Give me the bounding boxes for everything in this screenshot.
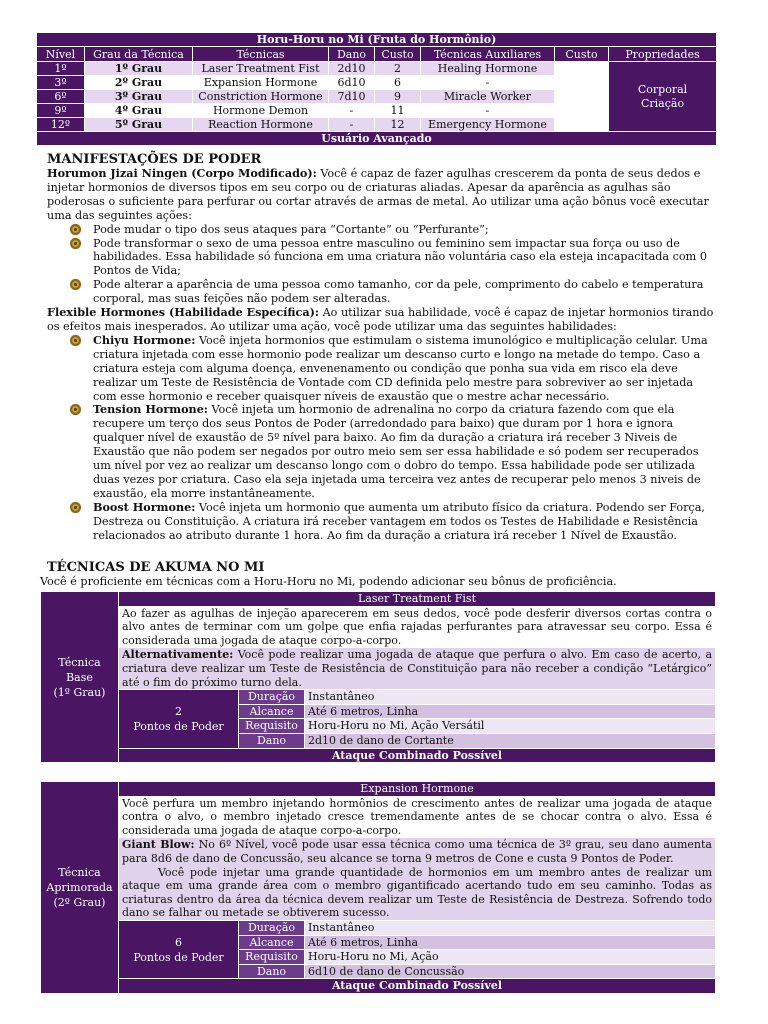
flower-bullet-icon bbox=[69, 334, 82, 347]
stat-value: Horu-Horu no Mi, Ação Versátil bbox=[305, 719, 716, 734]
stat-value: Até 6 metros, Linha bbox=[305, 704, 716, 719]
row-dano: 6d10 bbox=[329, 76, 375, 90]
stat-label: Requisito bbox=[239, 719, 305, 734]
technique-description: Você perfura um membro injetando hormônios de crescimento antes de realizar uma jogada de ataque contra o alvo, o membro injetado cresce tremendamente antes de se chocar contra o alvo. Essa é considerada uma jogada de ataque corpo-a-corpo. bbox=[119, 796, 716, 838]
row-grau: 1º Grau bbox=[85, 62, 193, 76]
list-item bbox=[47, 403, 717, 500]
alt-bold: Alternativamente: bbox=[122, 648, 234, 662]
bullet-text: Pode transformar o sexo de uma pessoa entre masculino ou feminino sem impactar sua força ou uso de habilidades. Essa habilidade só funciona em uma criatura não voluntária caso ela esteja incapacitada com 0 Pontos de Vida; bbox=[93, 236, 707, 278]
bullet-text: Pode alterar a aparência de uma pessoa como tamanho, cor da pele, comprimento do cabelo e temperatura corporal, mas suas feições não podem ser alteradas. bbox=[93, 278, 704, 306]
row-dano: - bbox=[329, 118, 375, 132]
row-custo-aux bbox=[555, 62, 609, 76]
manifest-p1 bbox=[47, 167, 717, 223]
row-dano: - bbox=[329, 104, 375, 118]
bullet-bold: Tension Hormone: bbox=[93, 402, 208, 417]
row-nivel: 6º bbox=[37, 90, 85, 104]
stat-label: Alcance bbox=[239, 704, 305, 719]
summary-title: Horu-Horu no Mi (Fruta do Hormônio) bbox=[37, 33, 717, 47]
manifest-p2 bbox=[47, 306, 717, 334]
row-custo-aux bbox=[555, 118, 609, 132]
row-custo: 12 bbox=[375, 118, 421, 132]
propriedades-cell bbox=[609, 62, 717, 132]
row-aux: Miracle Worker bbox=[421, 90, 555, 104]
stat-value: 2d10 de dano de Cortante bbox=[305, 733, 716, 748]
akuma-heading: TÉCNICAS DE AKUMA NO MI bbox=[47, 560, 265, 575]
technique-grade bbox=[41, 592, 119, 763]
technique-expansion-hormone bbox=[40, 781, 716, 994]
technique-grade bbox=[41, 782, 119, 994]
power-points-value: 6 bbox=[175, 935, 182, 949]
technique-footer: Ataque Combinado Possível bbox=[119, 979, 716, 994]
row-grau: 2º Grau bbox=[85, 76, 193, 90]
row-nivel: 12º bbox=[37, 118, 85, 132]
technique-name: Laser Treatment Fist bbox=[119, 592, 716, 607]
table-row bbox=[37, 62, 717, 76]
stat-label: Dano bbox=[239, 733, 305, 748]
manifest-section bbox=[47, 152, 717, 542]
row-custo: 2 bbox=[375, 62, 421, 76]
propriedade-corporal: Corporal bbox=[637, 82, 688, 96]
row-tecnica: Constriction Hormone bbox=[193, 90, 329, 104]
bullet-text: Você injeta um hormonio que aumenta um atributo físico da criatura. Podendo ser Força, Destreza ou Constituição. A criatura irá receber vantagem em todos os Testes de Habilidade e Resistência relacionados ao atributo durante 1 hora. Ao fim da duração a criatura irá receber 1 Nível de Exaustão. bbox=[93, 500, 705, 542]
row-aux: - bbox=[421, 76, 555, 90]
row-custo-aux bbox=[555, 104, 609, 118]
power-points bbox=[119, 690, 239, 748]
row-dano: 2d10 bbox=[329, 62, 375, 76]
list-item bbox=[47, 237, 717, 279]
header-nivel: Nível bbox=[37, 47, 85, 62]
propriedade-criacao: Criação bbox=[640, 96, 685, 110]
list-item bbox=[47, 278, 717, 306]
header-auxiliares: Técnicas Auxiliares bbox=[421, 47, 555, 62]
row-custo-aux bbox=[555, 90, 609, 104]
power-points bbox=[119, 920, 239, 978]
bullet-list-2 bbox=[47, 334, 717, 543]
row-aux: Healing Hormone bbox=[421, 62, 555, 76]
list-item bbox=[47, 334, 717, 404]
row-grau: 4º Grau bbox=[85, 104, 193, 118]
flower-bullet-icon bbox=[69, 278, 82, 291]
p2-bold: Flexible Hormones (Habilidade Específica): bbox=[47, 305, 320, 320]
grade-line: Técnica bbox=[58, 655, 101, 669]
row-custo: 11 bbox=[375, 104, 421, 118]
stat-label: Duração bbox=[239, 690, 305, 705]
flower-bullet-icon bbox=[69, 237, 82, 250]
alt-text-2: Você pode injetar uma grande quantidade de hormonios em um membro antes de realizar um ataque em uma grande área com o membro gigantificado acertando tudo em seu caminho. Todas as criaturas dentro da área da técnica devem realizar um Teste de Resistência de Destreza. Sofrendo todo dano se falhar ou metade se obtiverem sucesso. bbox=[122, 865, 712, 920]
p2-text: Ao utilizar sua habilidade, você é capaz de injetar hormonios tirando os efeitos mais inesperados. Ao utilizar uma ação, você pode utilizar uma das seguintes habilidades: bbox=[47, 306, 714, 333]
row-custo: 6 bbox=[375, 76, 421, 90]
row-tecnica: Expansion Hormone bbox=[193, 76, 329, 90]
list-item bbox=[47, 223, 717, 237]
stat-value: Até 6 metros, Linha bbox=[305, 935, 716, 950]
list-item bbox=[47, 501, 717, 543]
technique-name: Expansion Hormone bbox=[119, 782, 716, 797]
row-dano: 7d10 bbox=[329, 90, 375, 104]
p1-text: Você é capaz de fazer agulhas crescerem da ponta de seus dedos e injetar hormonios de diversos tipos em seu corpo ou de criaturas aliadas. Apesar da aparência as agulhas são poderosas o suficiente para perfurar ou cortar através de armas de metal. Ao utilizar uma ação bônus você executar uma das seguintes ações: bbox=[47, 167, 709, 222]
row-custo: 9 bbox=[375, 90, 421, 104]
alt-text: No 6º Nível, você pode usar essa técnica como uma técnica de 3º grau, seu dano aumenta para 8d6 de dano de Concussão, seu alcance se torna 9 metros de Cone e custa 9 Pontos de Poder. bbox=[122, 838, 712, 865]
technique-description: Ao fazer as agulhas de injeção aparecerem em seus dedos, você pode desferir diversos cortas contra o alvo antes de terminar com um golpe que enfia rajadas perfurantes para atravessar seu corpo. Essa é considerada uma jogada de ataque corpo-a-corpo. bbox=[119, 606, 716, 648]
summary-footer: Usuário Avançado bbox=[37, 132, 717, 146]
row-grau: 5º Grau bbox=[85, 118, 193, 132]
row-nivel: 1º bbox=[37, 62, 85, 76]
power-points-label: Pontos de Poder bbox=[133, 950, 224, 964]
stat-label: Alcance bbox=[239, 935, 305, 950]
manifest-heading: MANIFESTAÇÕES DE PODER bbox=[47, 152, 262, 167]
grade-line: Base bbox=[66, 670, 93, 684]
flower-bullet-icon bbox=[69, 223, 82, 236]
row-grau: 3º Grau bbox=[85, 90, 193, 104]
bullet-bold: Chiyu Hormone: bbox=[93, 332, 196, 347]
technique-alternative bbox=[119, 838, 716, 921]
row-custo-aux bbox=[555, 76, 609, 90]
fruit-summary-table bbox=[36, 32, 717, 146]
flower-bullet-icon bbox=[69, 403, 82, 416]
grade-line: (1º Grau) bbox=[53, 685, 106, 699]
stat-label: Duração bbox=[239, 920, 305, 935]
header-tecnicas: Técnicas bbox=[193, 47, 329, 62]
technique-footer: Ataque Combinado Possível bbox=[119, 748, 716, 763]
technique-alternative bbox=[119, 648, 716, 690]
stat-label: Requisito bbox=[239, 950, 305, 965]
stat-value: 6d10 de dano de Concussão bbox=[305, 964, 716, 979]
bullet-text: Você injeta hormonios que estimulam o sistema imunológico e multiplicação celular. Uma criatura injetada com esse hormonio pode realizar um descanso curto e longo na metade do tempo. Caso a criatura esteja com alguma doença, envenenamento ou condição que ponha sua vida em risco ela deve realizar um Teste de Resistência de Vontade com CD definida pelo mestre para sobreviver ao ser injetada com esse hormonio e receber quaisquer níveis de exaustão que o mestre achar necessário. bbox=[93, 333, 708, 403]
alt-text: Você pode realizar uma jogada de ataque que perfura o alvo. Em caso de acerto, a criatura deve realizar um Teste de Resistência de Constituição para não receber a condição “Letárgico” até o fim do próximo turno dela. bbox=[122, 648, 712, 689]
bullet-text: Pode mudar o tipo dos seus ataques para “Cortante” ou “Perfurante”; bbox=[93, 222, 489, 236]
akuma-text: Você é proficiente em técnicas com a Horu-Horu no Mi, podendo adicionar seu bônus de proficiência. bbox=[40, 575, 617, 588]
akuma-section bbox=[40, 560, 717, 589]
alt-bold: Giant Blow: bbox=[122, 838, 195, 852]
power-points-label: Pontos de Poder bbox=[133, 719, 224, 733]
p1-bold: Horumon Jizai Ningen (Corpo Modificado): bbox=[47, 166, 317, 180]
power-points-value: 2 bbox=[175, 704, 182, 718]
grade-line: Aprimorada bbox=[46, 880, 113, 894]
row-aux: - bbox=[421, 104, 555, 118]
row-nivel: 9º bbox=[37, 104, 85, 118]
header-custo: Custo bbox=[375, 47, 421, 62]
stat-value: Instantâneo bbox=[305, 690, 716, 705]
header-grau: Grau da Técnica bbox=[85, 47, 193, 62]
header-propriedades: Propriedades bbox=[609, 47, 717, 62]
technique-laser-treatment-fist bbox=[40, 591, 716, 763]
bullet-bold: Boost Hormone: bbox=[93, 499, 196, 514]
header-custo-aux: Custo bbox=[555, 47, 609, 62]
row-tecnica: Laser Treatment Fist bbox=[193, 62, 329, 76]
stat-label: Dano bbox=[239, 964, 305, 979]
grade-line: (2º Grau) bbox=[53, 895, 106, 909]
bullet-text: Você injeta um hormonio de adrenalina no corpo da criatura fazendo com que ela recupere um terço dos seus Pontos de Poder (arredondado para baixo) que duram por 1 hora e ignora qualquer nível de exaustão de 5º nível para baixo. Ao fim da duração a criatura irá receber 3 Niveis de Exaustão que não podem ser negados por outro meio sem ser essa habilidade e só podem ser recuperados um nível por vez ao realizar um descanso longo com o dobro do tempo. Essa habilidade pode ser utilizada duas vezes por criatura. Caso ela seja injetada uma terceira vez antes de recuperar pelo menos 3 niveis de exaustão, ela morre instantâneamente. bbox=[93, 403, 701, 500]
grade-line: Técnica bbox=[58, 865, 101, 879]
row-tecnica: Reaction Hormone bbox=[193, 118, 329, 132]
flower-bullet-icon bbox=[69, 501, 82, 514]
bullet-list-1 bbox=[47, 223, 717, 306]
header-dano: Dano bbox=[329, 47, 375, 62]
stat-value: Horu-Horu no Mi, Ação bbox=[305, 950, 716, 965]
row-tecnica: Hormone Demon bbox=[193, 104, 329, 118]
row-aux: Emergency Hormone bbox=[421, 118, 555, 132]
stat-value: Instantâneo bbox=[305, 920, 716, 935]
row-nivel: 3º bbox=[37, 76, 85, 90]
